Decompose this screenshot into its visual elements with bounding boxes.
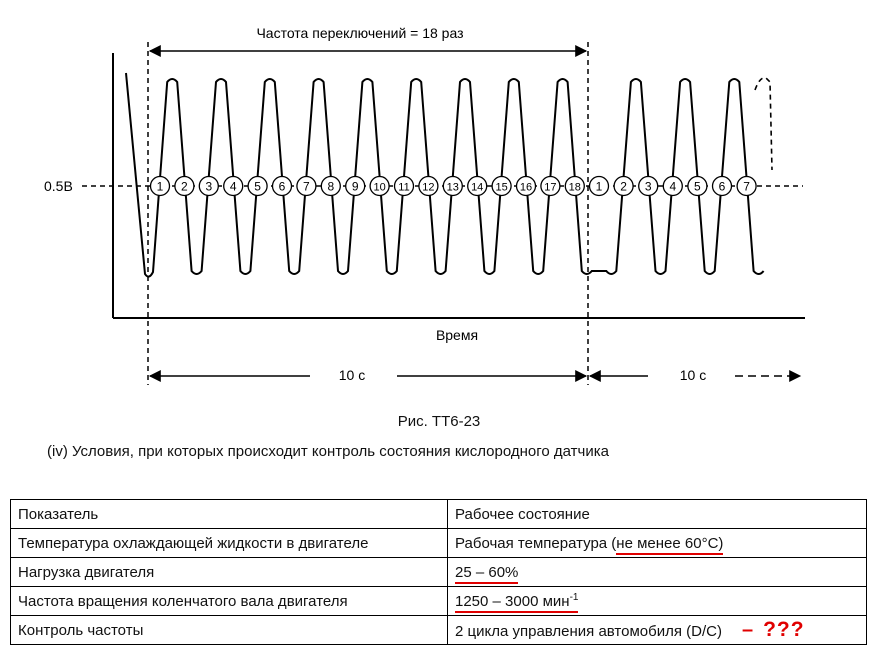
count-label: 13 — [446, 181, 459, 194]
switch-count-marker — [492, 177, 511, 196]
x-axis-label: Время — [435, 327, 479, 343]
table-row — [11, 558, 867, 587]
count-label: 6 — [278, 179, 286, 194]
header-param: Показатель — [11, 500, 448, 529]
switch-count-marker — [590, 177, 609, 196]
count-label: 7 — [303, 179, 310, 194]
switch-count-marker — [639, 177, 658, 196]
row-param: Контроль частоты — [11, 616, 448, 645]
count-label: 17 — [544, 181, 557, 194]
marked-value — [455, 593, 578, 613]
table-row — [11, 587, 867, 616]
row-param: Частота вращения коленчатого вала двигателя — [11, 587, 448, 616]
count-label: 10 — [373, 181, 386, 194]
count-label: 8 — [327, 179, 335, 194]
switch-count-marker — [346, 177, 365, 196]
count-label: 9 — [351, 179, 359, 194]
count-label: 7 — [743, 179, 750, 194]
count-label: 11 — [398, 181, 410, 194]
marked-value: не менее 60°C) — [616, 535, 723, 555]
switch-count-marker — [273, 177, 292, 196]
count-label: 2 — [181, 179, 188, 194]
state-text: 2 цикла управления автомобиля (D/C) — [455, 623, 722, 640]
period1-switch-counts — [151, 177, 585, 196]
count-label: 5 — [254, 179, 261, 194]
count-label: 4 — [669, 179, 677, 194]
switch-count-marker — [688, 177, 707, 196]
state-text: Рабочая температура ( — [455, 534, 617, 552]
count-label: 4 — [229, 179, 237, 194]
switch-count-marker — [224, 177, 243, 196]
table-row — [11, 529, 867, 558]
switch-count-marker — [713, 177, 732, 196]
table-row — [11, 616, 867, 645]
switch-count-marker — [468, 177, 487, 196]
figure-caption: Рис. TT6-23 — [397, 413, 481, 430]
row-state — [448, 616, 867, 645]
switch-count-marker — [565, 177, 584, 196]
section-title: (iv) Условия, при которых происходит контроль состояния кислородного датчика — [47, 443, 609, 460]
switch-count-marker — [517, 177, 536, 196]
row-param: Температура охлаждающей жидкости в двигателе — [11, 529, 448, 558]
count-label: 18 — [568, 181, 581, 194]
row-state — [448, 529, 867, 558]
count-label: 1 — [595, 179, 603, 194]
switch-count-marker — [175, 177, 194, 196]
switch-count-marker — [321, 177, 340, 196]
sensor-waveform-continuation — [755, 78, 772, 170]
row-param: Нагрузка двигателя — [11, 558, 448, 587]
conditions-table — [10, 499, 867, 645]
unit-exponent: -1 — [569, 592, 579, 603]
table-header-row — [11, 500, 867, 529]
period2-switch-counts — [590, 177, 757, 196]
period1-label: 10 с — [338, 367, 366, 383]
count-label: 12 — [422, 181, 435, 194]
switch-count-marker — [151, 177, 170, 196]
count-label: 2 — [620, 179, 627, 194]
period2-label: 10 с — [679, 367, 707, 383]
count-label: 16 — [519, 181, 533, 194]
header-state: Рабочее состояние — [448, 500, 867, 529]
switch-count-marker — [395, 177, 414, 196]
marked-value: 25 – 60% — [455, 564, 518, 584]
switch-count-marker — [370, 177, 389, 196]
switch-count-marker — [614, 177, 633, 196]
annotation-dash: – — [741, 619, 754, 641]
count-label: 15 — [495, 181, 508, 194]
row-state — [448, 587, 867, 616]
switch-count-label: Частота переключений = 18 раз — [256, 25, 464, 41]
switch-count-marker — [541, 177, 560, 196]
switch-count-marker — [199, 177, 218, 196]
sensor-waveform — [126, 73, 764, 277]
y-level-label: 0.5В — [44, 178, 73, 194]
count-label: 3 — [644, 179, 652, 194]
count-label: 1 — [156, 179, 164, 194]
switch-count-marker — [737, 177, 756, 196]
count-label: 3 — [205, 179, 213, 194]
count-label: 6 — [718, 179, 726, 194]
switch-count-marker — [297, 177, 316, 196]
count-label: 14 — [471, 181, 484, 194]
switch-count-marker — [443, 177, 462, 196]
annotation-question-marks: ??? — [763, 618, 805, 641]
switch-count-marker — [248, 177, 267, 196]
count-label: 5 — [694, 179, 701, 194]
switch-count-marker — [419, 177, 438, 196]
row-state — [448, 558, 867, 587]
switch-count-marker — [663, 177, 682, 196]
rpm-range: 1250 – 3000 мин — [455, 593, 570, 610]
